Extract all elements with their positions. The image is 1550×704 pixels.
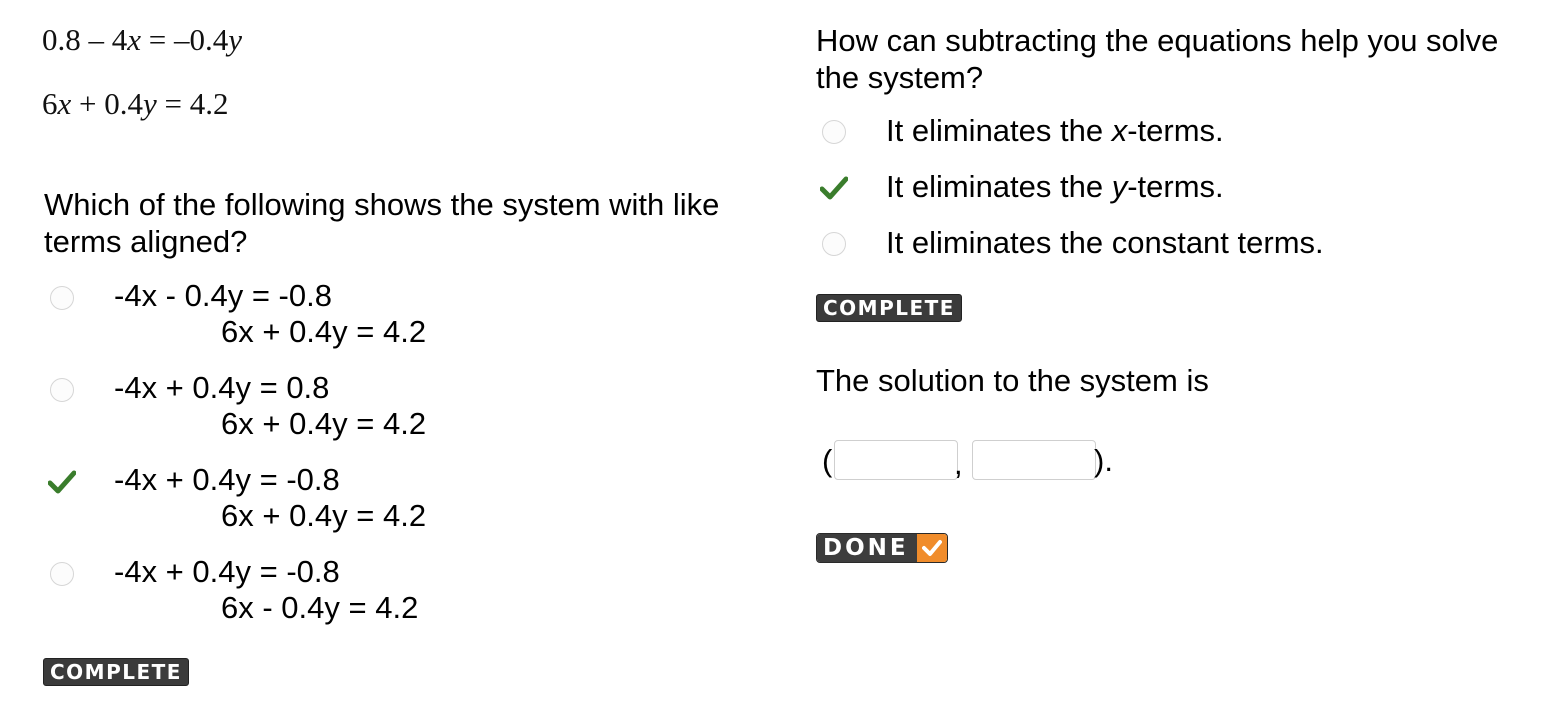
equation-2-var: x — [57, 86, 72, 121]
equation-1-var: x — [127, 22, 142, 57]
equation-1-part: 0.8 – 4 — [42, 22, 128, 57]
choice-text-part: -terms. — [1127, 113, 1224, 148]
choice-option-1[interactable] — [0, 278, 760, 358]
done-button[interactable] — [816, 533, 948, 563]
radio-circle-icon[interactable] — [822, 232, 846, 256]
equation-2-part: + 0.4 — [71, 86, 143, 121]
close-paren: ). — [1094, 443, 1113, 478]
choice-eliminate-x[interactable] — [780, 111, 1520, 157]
choice-text-var: y — [1111, 169, 1128, 204]
question-2-text: How can subtracting the equations help you solve the system? — [816, 23, 1499, 95]
radio-circle-icon[interactable] — [50, 562, 74, 586]
choice-line-2: 6x + 0.4y = 4.2 — [221, 406, 427, 441]
choice-text-part: -terms. — [1127, 169, 1224, 204]
equation-1-part: = –0.4 — [141, 22, 229, 57]
equation-2-part: = 4.2 — [156, 86, 229, 121]
choice-text — [886, 167, 1224, 207]
complete-status-badge: COMPLETE — [43, 658, 189, 686]
comma: , — [954, 446, 963, 481]
choice-eliminate-y-selected[interactable] — [780, 167, 1520, 213]
checkmark-icon — [48, 470, 76, 494]
equation-2-part: 6 — [42, 86, 58, 121]
choice-line-1: -4x + 0.4y = -0.8 — [114, 462, 340, 497]
choice-line-1: -4x + 0.4y = 0.8 — [114, 370, 330, 405]
radio-circle-icon[interactable] — [50, 378, 74, 402]
choice-text — [886, 111, 1224, 151]
open-paren: ( — [822, 443, 833, 478]
choice-eliminate-constant[interactable] — [780, 223, 1520, 269]
question-1-text: Which of the following shows the system with like terms aligned? — [44, 187, 720, 259]
y-answer-input[interactable] — [972, 440, 1096, 480]
choice-line-2: 6x + 0.4y = 4.2 — [221, 314, 427, 349]
choice-line-2: 6x - 0.4y = 4.2 — [221, 590, 419, 625]
x-answer-input[interactable] — [834, 440, 958, 480]
checkmark-icon — [917, 534, 947, 562]
right-question-panel — [780, 0, 1550, 704]
choice-option-2[interactable] — [0, 370, 760, 450]
choice-option-3-selected[interactable] — [0, 462, 760, 542]
done-button-label: DONE — [817, 534, 917, 562]
radio-circle-icon[interactable] — [822, 120, 846, 144]
choice-line-2: 6x + 0.4y = 4.2 — [221, 498, 427, 533]
choice-line-1: -4x + 0.4y = -0.8 — [114, 554, 340, 589]
solution-prompt: The solution to the system is — [816, 363, 1209, 398]
complete-status-badge: COMPLETE — [816, 294, 962, 322]
choice-text: It eliminates the constant terms. — [886, 225, 1324, 260]
radio-circle-icon[interactable] — [50, 286, 74, 310]
choice-line-1: -4x - 0.4y = -0.8 — [114, 278, 332, 313]
checkmark-icon — [820, 176, 848, 200]
choice-text-part: It eliminates the — [886, 169, 1112, 204]
checkmark-icon — [922, 539, 942, 557]
choice-text-part: It eliminates the — [886, 113, 1112, 148]
choice-text-var: x — [1111, 113, 1128, 148]
equation-1-var: y — [228, 22, 243, 57]
equation-2 — [42, 86, 229, 122]
equation-2-var: y — [143, 86, 157, 121]
equation-1 — [42, 22, 242, 58]
choice-option-4[interactable] — [0, 554, 760, 634]
